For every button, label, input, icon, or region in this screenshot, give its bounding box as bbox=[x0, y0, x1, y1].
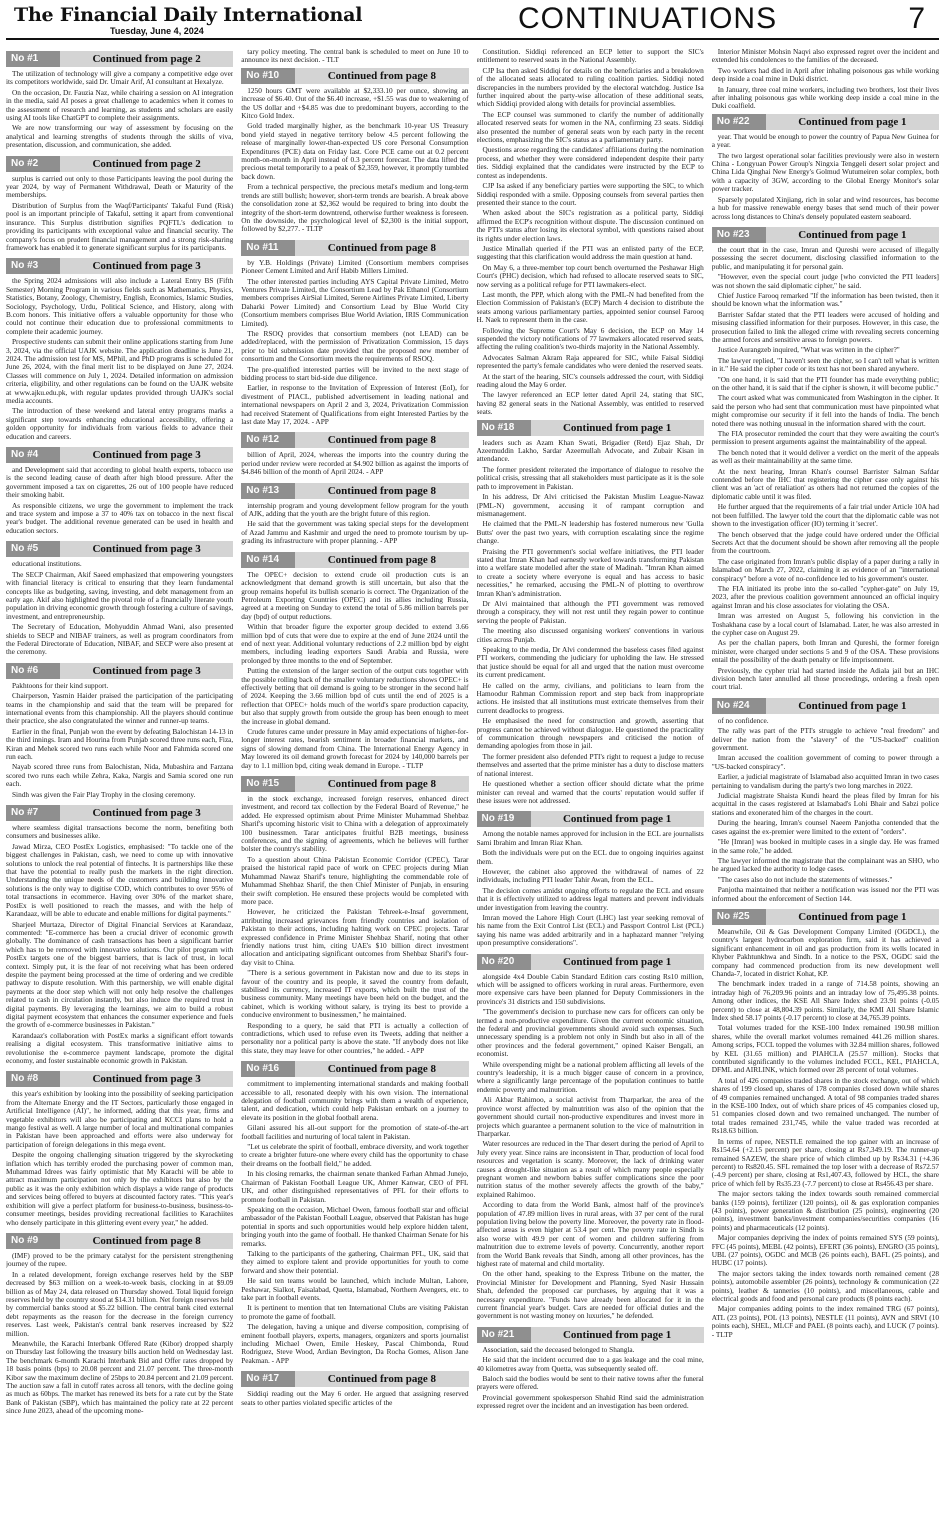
story-header bbox=[241, 552, 468, 568]
continued-from-label: Continued from page 8 bbox=[327, 69, 437, 82]
story-paragraph: However, he criticized the Pakistan Tehreek-e-Insaf government, attributing increased grievances from friendly countries and isolation of Pakistan to their actions, including halting work on CPEC projects. Tarar expressed confidence in Prime Minister Shehbaz Sharif, noting that other friendly nations trust him, citing UAE's $10 billion direct investment allocation and anticipating significant outcomes from Shehbaz Sharif's four-day visit to China. bbox=[241, 907, 469, 967]
story-15 bbox=[241, 776, 468, 1055]
story-paragraph: He said that the incident occurred due to a gas leakage and the coal mine, 40 kilometres away from Quetta, was subsequently sealed off. bbox=[476, 1355, 704, 1373]
story-number-badge: No #13 bbox=[241, 483, 295, 499]
story-number-badge: No #15 bbox=[241, 776, 295, 792]
story-paragraph: In his closing remarks, the chairman senate thanked Farhan Ahmad Junejo, Chairman of Pakistan Football League UK, Ahmer Kanwar, CEO of PFL UK, and other distinguished representatives of PFL for their efforts to promote football in Pakistan. bbox=[241, 1169, 469, 1204]
story-paragraph: Jawad Mirza, CEO PostEx Logistics, emphasised: "To tackle one of the biggest challenges in Pakistan, cash, we need to come up with innovative solutions to unlock the real potential of fintechs. It is partnerships like these that have the potential to really push the markets in the right direction. Understanding the unique needs of the customers and building innovative solutions is the only way to digitise COD, which contributes to over 95% of total transactions in ecommerce. Having over 30% of the market share, PostEx is well positioned to reach the masses, and with the help of Karandaaz, will be able to educate and enable millions for digital payments." bbox=[6, 841, 234, 919]
story-1 bbox=[6, 51, 233, 150]
story-paragraph: The case originated from Imran's public display of a paper during a rally in Islamabad on March 27, 2022, claiming it as evidence of an "international conspiracy" before a vote of no-confidence led to his government's ouster. bbox=[711, 556, 939, 583]
continued-from-label: Continued from page 3 bbox=[92, 1073, 201, 1086]
story-paragraph: Karandaaz's collaboration with PostEx marks a significant effort towards realising a digital ecosystem. This transformative initiative aims to revolutionise the e-commerce payment landscape, promote the digital economy, and foster sustainable economic growth in Pakistan. bbox=[6, 1030, 234, 1065]
story-25 bbox=[712, 909, 939, 1339]
story-paragraph: "He [Imran] was booked in multiple cases in a single day. He was framed in the same role," he added. bbox=[711, 837, 939, 855]
continued-from-label: Continued from page 1 bbox=[562, 421, 672, 434]
story-paragraph: "However, even the special court judge [who convicted the PTI leaders] was not shown the said diplomatic cipher," he said. bbox=[711, 272, 939, 290]
continued-paragraph: When asked about the SIC's registration as a political party, Siddiqi affirmed the ECP's recognition without dispute. The discussion continued on the PTI's status after losing its electoral symbol, with questions raised about its rights under election laws. bbox=[476, 208, 704, 243]
story-paragraph: 1250 hours GMT were available at $2,333.10 per ounce, showing an increase of $6.40. Out of the $6.40 increase, +$1.55 was due to weakening of the US dollar and +$4.85 was due to predominant buyers, according to the Kitco Gold Index. bbox=[241, 85, 469, 121]
story-header bbox=[6, 1071, 233, 1087]
continued-from-label: Continued from page 8 bbox=[327, 778, 437, 791]
continued-from-label: Continued from page 3 bbox=[92, 260, 201, 273]
story-header bbox=[6, 51, 233, 67]
continued-from-label: Continued from page 8 bbox=[327, 1063, 437, 1076]
continued-paragraph: CJP Isa then asked Siddiqi for details on the beneficiaries and a breakdown of the allocated seats allocated to ruling coalition parties. Siddiqi noted discrepancies in the numbers provided by the electoral watchdog. Justice Isa further inquired about the party-wise allocation of these additional seats, which Siddiqi provided along with details for provincial assemblies. bbox=[476, 65, 704, 109]
story-6 bbox=[6, 663, 233, 799]
story-paragraph: Total volumes traded for the KSE-100 Index remained 190.98 million shares, while the overall market volumes remained 441.26 million shares. Among scrips, FCCL topped the volumes with 32.84 million shares, followed by KEL (31.65 million) and PIAHCLA (25.57 million). Stocks that contributed significantly to the volumes included FCCL, KEL, PIAHCLA, DFML and AIRLINK, which formed over 28 percent of total volumes. bbox=[711, 1023, 939, 1075]
story-number-badge: No #16 bbox=[241, 1061, 295, 1077]
continued-paragraph: The ECP counsel was summoned to clarify the number of additionally allocated reserved seats for women in the NA, confirming 23 seats. Siddiqi also presented the number of general seats won by each party in the recent elections, emphasizing the SIC's status as a parliamentary party. bbox=[476, 109, 704, 145]
story-paragraph: It is pertinent to mention that ten International Clubs are visiting Pakistan to promote the game of football. bbox=[241, 1303, 469, 1321]
story-paragraph: Talking to the participants of the gathering, Chairman PFL, UK, said that they aimed to explore talent and provide opportunities for youth to come forward and show their potential. bbox=[241, 1248, 469, 1275]
story-paragraph: this year's exhibition by looking into the possibility of seeking participation from the Alternate Energy and the IT Sectors, particularly those engaged in Artificial Intelligence (AI)", he informed, adding that this year, firms and vegetable exhibitors will also be participating and KCCI plans to hold a mango festival as well. A large number of local and multinational companies in Pakistan have been approached and efforts were also underway for participation of foreign delegations in this mega event. bbox=[6, 1089, 234, 1149]
story-paragraph: "There is a serious government in Pakistan now and due to its steps in favour of the country and its people, it saved the country from default, stabilised its currency, increased IT exports, which built the trust of the business community. Many meetings have been held on the budget, and the cabinet, which is working without salary, is trying its best to provide a conducive environment to businessmen," he maintained. bbox=[241, 968, 469, 1020]
story-paragraph: The benchmark index traded in a range of 714.58 points, showing an intraday high of 76,209.96 points and an intraday low of 75,495.38 points. Among other indices, the KSE All Share Index shed 23.91 points (-0.05 percent) to close at 48,804.39 points. Similarly, the KMI All Share Islamic Index shed 58.17 points (-0.17 percent) to close at 34,765.39 points. bbox=[711, 979, 939, 1022]
story-paragraph: Pakhtoons for their kind support. bbox=[12, 680, 109, 690]
story-paragraph: The OPEC+ decision to extend crude oil production cuts is an acknowledgment that demand growth is still uncertain, but also that the group remains hopeful its bullish scenario is correct. The Organization of the Petroleum Exporting Countries (OPEC) and its allies including Russia, agreed at a meeting on Sunday to extend the total of 5.86 million barrels per day (bpd) of output reductions. bbox=[241, 569, 469, 621]
story-paragraph: Distribution of Surplus from the Waqf/Participants' Takaful Fund (Risk) pool is an important principle of Takaful, setting it apart from conventional insurance. This Surplus distribution signifies PQFTL's dedication to providing its participants with exceptional value and financial security. The company's focus on prudent financial management and a strong risk-sharing framework has enabled it to generate significant surplus for its participants. bbox=[6, 200, 234, 252]
story-14 bbox=[241, 552, 468, 770]
continued-paragraph: Justice Minallah queried if the PTI was an enlisted party of the ECP, suggesting that this clarification would address the main question at hand. bbox=[476, 243, 704, 262]
story-21 bbox=[477, 1327, 704, 1411]
story-header bbox=[6, 447, 233, 463]
story-header bbox=[712, 114, 939, 130]
story-paragraph: The former president reiterated the importance of dialogue to resolve the political crisis, stressing that all stakeholders must participate as it is the sole path to improvement in Pakistan. bbox=[476, 464, 704, 491]
story-paragraph: and Development said that according to global health experts, tobacco use is the second leading cause of death after high blood pressure. After the government imposed a tax on cigarettes, 26 out of 100 people have reduced their smoking habit. bbox=[6, 465, 234, 500]
story-23 bbox=[712, 227, 939, 692]
continued-from-label: Continued from page 1 bbox=[562, 1328, 672, 1341]
story-paragraph: He called on the army, civilians, and politicians to learn from the Hamoodur Rahman Commission report and step back from inappropriate actions. He insisted that all institutions must extricate themselves from their current deadlocks to progress. bbox=[476, 680, 704, 715]
continued-from-label: Continued from page 3 bbox=[92, 449, 201, 462]
continued-from-label: Continued from page 8 bbox=[327, 484, 437, 497]
story-paragraph: As responsible citizens, we urge the government to implement the track and trace system and impose a 37 to 40% tax on tobacco in the next fiscal year's budget. The additional revenue generated can be used in health and education sectors. bbox=[6, 500, 234, 535]
story-paragraph: Ali Akbar Rahimoo, a social activist from Tharparkar, the area of the province worst affected by malnutrition was also of the opinion that the government should curtail non-productive expenditures and invest more in projects which guarantee a permanent solution to the vice of malnutrition in Tharparkar. bbox=[476, 1095, 704, 1138]
story-paragraph: In a related development, foreign exchange reserves held by the SBP decreased by $63 million on a week-to-week basis, clocking in at $9.09 billion as of May 24, data released on Thursday showed. Total liquid foreign reserves held by the country stood at $14.31 billion. Net foreign reserves held by commercial banks stood at $5.22 billion. The central bank cited external debt repayments as the reason for the decrease in the foreign currency reserves. Last week, Pakistan's central bank reserves increased by $22 million. bbox=[6, 1269, 234, 1338]
page-number: 7 bbox=[908, 2, 925, 35]
story-paragraph: The former president also defended PTI's right to request a judge to recuse themselves and asserted that the prime minister has a duty to disclose matters of national interest. bbox=[476, 751, 704, 778]
story-header bbox=[241, 1061, 468, 1077]
story-paragraph: The court asked what was communicated from Washington in the cipher. It said the person who had sent that communication must have pinpointed what might compromise our security if it fell into the hands of India. The bench noted there was nothing unusual in the information shared with the court. bbox=[711, 393, 939, 428]
story-paragraph: The lawyer replied, "I haven't seen the cipher, so I can't tell what is written in it." He said the cipher code or its text has not been shared anywhere. bbox=[711, 355, 939, 374]
story-header bbox=[712, 227, 939, 243]
story-paragraph: The bench noted that it would deliver a verdict on the merit of the appeals as well as their maintainability at the same time. bbox=[711, 447, 939, 466]
story-paragraph: alongside 4x4 Double Cabin Standard Edition cars costing Rs10 million, which will be assigned to officers working in rural areas. Furthermore, even more expensive cars have been planned for Deputy Commissioners in the province's 31 districts and 150 subdivisions. bbox=[476, 971, 704, 1006]
story-paragraph: Major companies depriving the index of points remained SYS (59 points), FFC (45 points), MEBL (42 points), EFERT (36 points), ENGRO (35 points), UBL (27 points), OGDC and MCB (26 points each), BAFL (25 points), and HUBC (17 points). bbox=[711, 1233, 939, 1268]
story-paragraph: Major companies adding points to the index remained TRG (67 points), ATL (23 points), POL (13 points), NESTLE (11 points), AVN and SRVI (10 points each), SHEL, MLCF and PAEL (8 points each), and LUCK (7 points). - TLTP bbox=[711, 1304, 939, 1339]
continued-from-label: Continued from page 1 bbox=[798, 228, 907, 241]
story-paragraph: Imran was arrested on August 5, following his conviction in the Toshakhana case by a local court of Islamabad. Later, he was also arrested in the cypher case on August 29. bbox=[711, 611, 939, 637]
continued-paragraph: The lawyer referenced an ECP letter dated April 24, stating that SIC, having 82 general seats in the National Assembly, was entitled to reserved seats. bbox=[476, 390, 704, 417]
story-number-badge: No #17 bbox=[241, 1371, 295, 1387]
story-paragraph: Imran accused the coalition government of coming to power through a "US-backed conspiracy". bbox=[711, 753, 939, 771]
story-paragraph: He further argued that the requirements of a fair trial under Article 10A had not been fulfilled. The lawyer told the court that the diplomatic cable was not shown to the investigation officer (IO) terming it 'secret'. bbox=[711, 502, 939, 529]
section-title: CONTINUATIONS bbox=[518, 2, 778, 35]
story-paragraph: The major sectors taking the index towards north remained cement (28 points), automobile assembler (26 points), technology & communication (22 points), leather & tanneries (10 points), and miscellaneous, cable and electrical goods and food and personal care products (8 points each). bbox=[711, 1268, 939, 1303]
story-paragraph: "The cases also do not include the statements of witnesses." bbox=[717, 874, 893, 884]
story-paragraph: However, the cabinet also approved the withdrawal of names of 22 individuals, including PTI leader Tahir Awan, from the ECL. bbox=[476, 866, 704, 885]
continued-paragraph: tary policy meeting. The central bank is scheduled to meet on June 10 to announce its next decision. - TLT bbox=[241, 48, 469, 65]
story-20 bbox=[477, 954, 704, 1321]
story-number-badge: No #8 bbox=[6, 1071, 60, 1087]
newspaper-name: The Financial Daily International bbox=[14, 4, 363, 26]
story-paragraph: The utilization of technology will give a company a competitive edge over its competitors worldwide, said Dr. Umair Arif, AI consultant at Hexalyze. bbox=[6, 69, 234, 87]
continued-paragraph: Constitution. Siddiqi referenced an ECP letter to support the SIC's entitlement to reserved seats in the National Assembly. bbox=[476, 48, 704, 65]
continued-from-label: Continued from page 8 bbox=[327, 553, 437, 566]
story-paragraph: He said ten teams would be launched, which include Multan, Lahore, Peshawar, Sialkot, Faisalabad, Quetta, Islamabad, Northern Avengers, etc. to take part in football events. bbox=[241, 1276, 469, 1302]
story-9 bbox=[6, 1233, 233, 1416]
story-number-badge: No #20 bbox=[477, 954, 531, 970]
story-paragraph: leaders such as Azam Khan Swati, Brigadier (Retd) Ejaz Shah, Dr Azeemuddin Lakho, Sardar Azeemullah Advocate, and Zubair Kisan in attendance. bbox=[476, 437, 704, 464]
story-header bbox=[241, 68, 468, 84]
story-17 bbox=[241, 1371, 468, 1407]
story-paragraph: Gilani assured his all-out support for the promotion of state-of-the-art football facilities and nurturing of local talent in Pakistan. bbox=[241, 1123, 469, 1141]
story-paragraph: Earlier, a judicial magistrate of Islamabad also acquitted Imran in two cases pertaining to vandalism during the party's two long marches in 2022. bbox=[711, 772, 939, 790]
column-4 bbox=[712, 48, 939, 1524]
story-22 bbox=[712, 114, 939, 221]
story-16 bbox=[241, 1061, 468, 1365]
story-2 bbox=[6, 156, 233, 253]
story-paragraph: Within that broader figure the exporter group decided to extend 3.66 million bpd of cuts that were due to expire at the end of June 2024 until the end of next year. Additional voluntary reductions of 2.2 million bpd by eight members, including leading exporters Saudi Arabia and Russia, were prolonged by three months to the end of September. bbox=[241, 622, 469, 665]
story-paragraph: The major sectors taking the index towards south remained commercial banks (159 points), fertilizer (120 points), oil & gas exploration companies (43 points), power generation & distribution (25 points), engineering (20 points), investment banks/investment companies/securities companies (16 points) and pharmaceuticals (12 points). bbox=[711, 1189, 939, 1232]
story-paragraph: Sindh was given the Fair Play Trophy in the closing ceremony. bbox=[12, 789, 196, 799]
story-paragraph: Despite the ongoing challenging situation triggered by the skyrocketing inflation which has terribly eroded the purchasing power of common man, Muhammad Idrees was fairly optimistic that My Karachi will be able to attract maximum participation not only by the exhibitors but also by the public as it was the only exhibition which displays a wide range of products and services being offered to buyers at discounted factory rates. "This year's exhibition will give a perfect platform for business-to-business, business-to-consumer meetings, besides providing recreational facilities to Karachiites who densely participate in this glittering event every year," he added. bbox=[6, 1150, 234, 1227]
story-paragraph: The introduction of these weekend and lateral entry programs marks a significant step towards enhancing educational accessibility, offering a golden opportunity for individuals from various fields to advance their education and careers. bbox=[6, 406, 234, 441]
story-paragraph: Earlier, in response to the Invitation of Expression of Interest (EoI), for divestment of PIACL, published advertisement in leading national and international newspapers on April 2 and 3, 2024, Privatization Commission had received Statement of Qualifications from eight Interested Parties by the last date May 17, 2024. - APP bbox=[241, 383, 469, 427]
column-1 bbox=[6, 48, 233, 1524]
story-18 bbox=[477, 420, 704, 806]
story-19 bbox=[477, 811, 704, 947]
story-paragraph: "The government's decision to purchase new cars for officers can only be termed a non-productive expenditure. Given the current economic situation, the federal and provincial governments should avoid such expenses. Such unnecessary spending is a problem not only in Sindh but also in all of the other provinces and the federal government," opined Kaiser Bengali, an economist. bbox=[476, 1007, 704, 1059]
continued-paragraph: Last month, the PPP, which along with the PML-N had benefited from the Election Commission of Pakistan's (ECP) March 4 decision to distribute the seats among various parliamentary parties, appointed senior counsel Farooq H. Naek to represent them in the case. bbox=[476, 289, 704, 325]
continued-from-label: Continued from page 3 bbox=[92, 807, 201, 820]
story-number-badge: No #6 bbox=[6, 663, 60, 679]
continued-from-label: Continued from page 8 bbox=[327, 241, 437, 254]
continued-from-label: Continued from page 1 bbox=[798, 699, 907, 712]
story-paragraph: Panjotha maintained that neither a notification was issued nor the PTI was informed about the enforcement of Section 144. bbox=[711, 885, 939, 903]
story-paragraph: He said that the government was taking special steps for the development of Azad Jammu and Kashmir and urged the need to promote tourism by up-grading its infrastructure with proper planning. - APP bbox=[241, 519, 469, 546]
story-number-badge: No #25 bbox=[712, 909, 766, 925]
story-header bbox=[477, 420, 704, 436]
continued-paragraph: In January, three coal mine workers, including two brothers, lost their lives after inhaling poisonous gas while working deep inside a coal mine in the Duki coalfield. bbox=[711, 84, 939, 111]
story-number-badge: No #14 bbox=[241, 552, 295, 568]
story-11 bbox=[241, 240, 468, 427]
story-paragraph: by Y.B. Holdings (Private) Limited (Consortium members comprises Pioneer Cement Limited and Arif Habib Millers Limited. bbox=[241, 257, 469, 276]
story-number-badge: No #1 bbox=[6, 51, 60, 67]
story-header bbox=[241, 1371, 468, 1387]
story-paragraph: Provincial government spokesperson Shahid Rind said the administration expressed regret over the incident and an investigation has been ordered. bbox=[476, 1392, 704, 1411]
story-paragraph: He claimed that the PML-N leadership has fostered numerous new 'Gulla Butts' over the past two years, with corruption escalating since the regime change. bbox=[476, 519, 704, 546]
story-paragraph: Baloch said the bodies would be sent to their native towns after the funeral prayers were offered. bbox=[476, 1374, 704, 1392]
story-number-badge: No #7 bbox=[6, 805, 60, 821]
story-7 bbox=[6, 805, 233, 1065]
story-number-badge: No #24 bbox=[712, 698, 766, 714]
story-paragraph: The decision comes amidst ongoing efforts to regulate the ECL and ensure that it is effectively utilized to address legal matters and prevent individuals under investigation from leaving the country. bbox=[476, 885, 704, 912]
continued-paragraph: Two workers had died in April after inhaling poisonous gas while working deep inside a coal mine in Duki district. bbox=[711, 65, 939, 84]
story-paragraph: the Spring 2024 admissions will also include a Lateral Entry BS (Fifth Semester) Morning Program in various fields such as Mathematics, Physics, Statistics, Botany, Zoology, Chemistry, English, Economics, Islamic Studies, Sociology, Psychology, Urdu, Political Science, and History, along with B.com honors. This initiative offers a valuable opportunity for those who could not continue their education due to professional commitments to complete their academic journey. bbox=[6, 276, 234, 336]
continued-from-label: Continued from page 1 bbox=[562, 813, 672, 826]
story-paragraph: Speaking to the media, Dr Alvi condemned the baseless cases filed against PTI workers, commending the judiciary for upholding the law. He stressed that justice should be equal for all and urged that the nation must overcome its current predicament. bbox=[476, 645, 704, 680]
column-3 bbox=[477, 48, 704, 1524]
story-paragraph: Speaking on the occasion, Michael Owen, famous football star and official ambassador of the Pakistan Football League, observed that Pakistan has huge potential in sports and such opportunities would help explore hidden talent, bringing youth into the game of football. He thanked Chairman Senate for his remarks. bbox=[241, 1204, 469, 1248]
story-paragraph: internship program and young development fellow program for the youth of AJK, adding that the youth are the bright future of this region. bbox=[241, 500, 469, 519]
story-paragraph: The FIA prosecutor reminded the court that they were awaiting the court's permission to present arguments against the maintainability of the appeal. bbox=[711, 429, 939, 447]
continued-from-label: Continued from page 2 bbox=[92, 53, 201, 65]
story-paragraph: From a technical perspective, the precious metal's medium and long-term trends are still bullish; however, short-term trends are bearish. A break above the consolidation zone at $2,362 would be required to bring into doubt the integrity of the short-term downtrend, otherwise further weakness is foreseen. On the downside, the psychological level of $2,300 is the initial support, followed by $2,277. - TLTP bbox=[241, 182, 469, 234]
story-header bbox=[712, 909, 939, 925]
story-12 bbox=[241, 432, 468, 476]
story-paragraph: At the next hearing, Imran Khan's counsel Barrister Salman Safdar contended before the IHC that registering the cipher case only against his client was an 'act of retaliation' as others had not returned the copies of the diplomatic cable until it was filed. bbox=[711, 466, 939, 501]
continued-from-label: Continued from page 1 bbox=[798, 115, 907, 128]
story-paragraph: Earlier in the final, Punjab won the event by defeating Balochistan 14-13 in the third innings. Iram and Hourina from Punjab scored three runs each, Fiza, Kiran and Mehek scored two runs each while Noor and Fahmida scored one run each. bbox=[6, 726, 234, 761]
continued-from-label: Continued from page 8 bbox=[327, 434, 437, 447]
story-paragraph: The delegation, having a unique and diverse composition, comprising of eminent football players, experts, managers, organizers and sports journalist including Michael Owen, Emile Heskey, Pascal Chimbonda, Ruud Rodriguez, Steve Wood, Ardian Bevington, Da Rocha Gomes, Alison Jane Peakman. - APP bbox=[241, 1322, 469, 1365]
story-paragraph: (IMF) proved to be the primary catalyst for the persistent strengthening journey of the rupee. bbox=[6, 1250, 234, 1269]
story-paragraph: The other interested parties including AYS Capital Private Limited, Metro Ventures Private Limited, the Consortium Lead by Pak Ethanol (Consortium members comprises AirSial Limited, Serene Airlines Private Limited, Liberty Daharki Power Limited) and Consortium Lead by Blue World City (Consortium members comprises Blue World Aviation, IRIS Communication Limited). bbox=[241, 276, 469, 328]
story-paragraph: Chairperson, Yasmin Haider praised the participation of the participating teams in the championship and said that the team will be prepared for international events from this championship. All the players should continue their practice, she also congratulated the winner and runner-up teams. bbox=[6, 691, 234, 726]
story-paragraph: Responding to a query, he said that PTI is actually a collection of contradictions, which used to refuse even its Tweets, adding that neither a personality nor a political party is above the state. "If anybody does not like this state, they may leave for other countries," he added. - APP bbox=[241, 1020, 469, 1055]
story-paragraph: Meanwhile, Oil & Gas Development Company Limited (OGDCL), the country's largest hydrocarbon exploration firm, said it has achieved a significant enhancement in oil and gas production from its wells located in Khyber Pakhtunkhwa and Sindh. In a notice to the PSX, OGDC said the company had commenced production from its new development well Chanda-7, located in district Kohat, KP. bbox=[711, 926, 939, 978]
story-paragraph: "Let us celebrate the spirit of football, embrace diversity, and work together to create a brighter future-one where every child has the opportunity to chase their dreams on the football field," he added. bbox=[241, 1142, 469, 1168]
story-paragraph: The meeting also discussed organising workers' conventions in various cities across Punjab. bbox=[476, 626, 704, 644]
story-number-badge: No #21 bbox=[477, 1327, 531, 1343]
story-paragraph: Judicial magistrate Shaista Kundi heard the pleas filed by Imran for his acquittal in the cases registered at Islamabad's Lohi Bhair and Sabzi police stations and exonerated him of the charges in the court. bbox=[711, 791, 939, 817]
continued-from-label: Continued from page 1 bbox=[798, 910, 907, 923]
story-header bbox=[477, 954, 704, 970]
story-paragraph: Water resources are reduced in the Thar desert during the period of April to July every year. Since rains are inconsistent in Thar, production of local food resources and vegetation is scanty. Moreover, the lack of drinking water causes a drought-like situation as a result of which many people especially pregnant women and newborn babies suffer complications since the poor nutrition status of the mother severely affects the growth of the baby," explained Rahimoo. bbox=[476, 1139, 704, 1199]
issue-date: Tuesday, June 4, 2024 bbox=[110, 26, 204, 36]
continued-paragraph: At the start of the hearing, SIC's counsels addressed the court, with Siddiqi reading aloud the May 6 order. bbox=[476, 371, 704, 390]
story-paragraph: The pre-qualified interested parties will be invited to the next stage of bidding process to start bid-side due diligence. bbox=[241, 364, 469, 382]
story-3 bbox=[6, 258, 233, 441]
story-header bbox=[241, 240, 468, 256]
story-paragraph: in the stock exchange, increased foreign reserves, enhanced direct investment, and record tax collection by the Federal Board of Revenue," he added. He expressed optimism about Prime Minister Muhammad Shehbaz Sharif's upcoming historic visit to China with a delegation of approximately 100 businessmen. Tarar anticipates fruitful B2B meetings, business conferences, and the signing of agreements, which he believes will further bolster the country's stability. bbox=[241, 794, 469, 854]
story-paragraph: The RSOQ provides that consortium members (not LEAD) can be added/replaced, with the permission of Privatization Commission, 15 days prior to bid submission date provided that the proposed new member of consortium and the Consortium meets the requirements of RSOQ. bbox=[241, 328, 469, 364]
story-paragraph: Praising the PTI government's social welfare initiatives, the PTI leader stated that Imran Khan had earnestly worked towards transforming Pakistan into a welfare state modelled after the state of Madinah. "Imran Khan aimed to create a society where everyone is equal and has access to basic necessities," he remarked, accusing the PML-N of plotting to overthrow Imran Khan's administration. bbox=[476, 546, 704, 598]
story-24 bbox=[712, 698, 939, 903]
continued-paragraph: Following the Supreme Court's May 6 decision, the ECP on May 14 suspended the victory notifications of 77 lawmakers allocated reserved seats, affecting the ruling coalition's two-thirds majority in the National Assembly. bbox=[476, 325, 704, 352]
story-header bbox=[477, 1327, 704, 1343]
story-paragraph: The lawyer informed the magistrate that the complainant was an SHO, who he argued lacked the authority to lodge cases. bbox=[711, 855, 939, 874]
story-13 bbox=[241, 483, 468, 546]
story-paragraph: To a question about China Pakistan Economic Corridor (CPEC), Tarar praised the historical rapid pace of work on CPEC projects during Mian Muhammad Nawaz Sharif's tenure, highlighting the commendable role of Muhammad Shehbaz Sharif, the then Chief Minister of Punjab, in ensuring their swift completion. He ensured these projects would be completed with more pace. bbox=[241, 854, 469, 906]
continued-from-label: Continued from page 2 bbox=[92, 157, 201, 170]
story-paragraph: Chief Justice Farooq remarked "If the information has been twisted, then it should be known what the information was." bbox=[711, 290, 939, 309]
story-paragraph: On the occasion, Dr. Fauzia Naz, while chairing a session on AI integration in the media, said AI poses a great challenge to academics when it comes to the assessment of research and learning, as students and scholars are easily using AI tools like ChatGPT to complete their assignments. bbox=[6, 87, 234, 123]
story-paragraph: Meanwhile, the Karachi Interbank Offered Rate (Kibor) dropped sharply on Thursday last following the treasury bills auction held on Wednesday last. The benchmark 6-month Karachi Interbank Bid and Offer rates dropped by 18 basis points (bps) to 20.08 percent and 21.07 percent. The three-month Kibor saw the maximum decline of 25bps to 20.84 percent and 21.09 percent. The auction saw a fall in cutoff rates across all tenors, with the decline going as much as 60bps. The market has renewed its bets for a rate cut by the State Bank of Pakistan (SBP), which has maintained the policy rate at 22 percent since June 2023, ahead of the upcoming mone- bbox=[6, 1338, 234, 1416]
story-paragraph: surplus is carried out only to those Participants leaving the pool during the year 2024, by way of Permanent Withdrawal, Death or Maturity of the memberships. bbox=[6, 173, 234, 200]
story-header bbox=[241, 776, 468, 792]
story-header bbox=[6, 156, 233, 172]
story-paragraph: billion of April, 2024, whereas the imports into the country during the period under review were recorded at $4.902 billion as against the imports of $4.846 billion of the month of April 2024. - APP bbox=[241, 450, 469, 477]
story-paragraph: "On one hand, it is said that the PTI founder has made everything public; on the other hand, it is said that if the cipher is shown, it will become public." bbox=[711, 374, 939, 392]
story-header bbox=[477, 811, 704, 827]
story-header bbox=[241, 483, 468, 499]
story-number-badge: No #2 bbox=[6, 156, 60, 172]
story-number-badge: No #9 bbox=[6, 1233, 60, 1249]
continued-paragraph: CJP Isa asked if any beneficiary parties were supporting the SIC, to which Siddiqi responded with a smile. Opposing counsels from several parties then presented their stance to the court. bbox=[476, 181, 704, 207]
continued-from-label: Continued from page 8 bbox=[92, 1234, 201, 1247]
story-paragraph: As per the challan papers, both Imran and Qureshi, the former foreign minister, were charged under sections 5 and 9 of the OSA. These provisions entail the possibility of the death penalty or life imprisonment. bbox=[711, 638, 939, 665]
story-header bbox=[6, 541, 233, 557]
story-paragraph: Siddiqi reading out the May 6 order. He argued that assigning reserved seats to other parties violated specific articles of the bbox=[241, 1389, 469, 1407]
story-paragraph: Dr Alvi maintained that although the PTI government was removed through a conspiracy, they will not rest until they regain power to continue serving the people of Pakistan. bbox=[476, 598, 704, 625]
continued-paragraph: Advocates Salman Akram Raja appeared for SIC, while Faisal Siddiqi represented the party's female candidates who were denied the reserved seats. bbox=[476, 352, 704, 371]
story-number-badge: No #5 bbox=[6, 541, 60, 557]
story-paragraph: The two largest operational solar facilities previously were also in western China - Longyuan Power Group's Ningxia Tenggeli desert solar project and China Lida Qinghai New Energy's Golmud Wutumeiren solar complex, both with a capacity of 3GW, according to the Global Energy Monitor's solar power tracker. bbox=[711, 150, 939, 194]
story-number-badge: No #18 bbox=[477, 420, 531, 436]
story-paragraph: Putting the extension of the larger section of the output cuts together with the possible rolling back of the smaller voluntary reductions shows OPEC+ is effectively betting that oil demand is going to be stronger in the second half of 2024. Keeping the 3.66 million bpd of cuts until the end of 2025 is a reflection that OPEC+ holds much of the world's spare production capacity, but also that supply growth from outside the group has been enough to meet the increase in global demand. bbox=[241, 666, 469, 726]
story-paragraph: commitment to implementing international standards and making football accessible to all, resonated deeply with his own vision. The international delegation of football community brings with them a wealth of experience, talent, and dedication, which could help Pakistan embark on a journey to elevate its position in the global football arena. bbox=[241, 1079, 469, 1122]
story-paragraph: Imran moved the Lahore High Court (LHC) last year seeking removal of his name from the Exit Control List (ECL) and Passport Control List (PCL) saying his name was added arbitrarily and in a haphazard manner "relying upon presumptive considerations". bbox=[476, 912, 704, 948]
story-number-badge: No #23 bbox=[712, 227, 766, 243]
story-paragraph: Among the notable names approved for inclusion in the ECL are journalists Sami Ibrahim and Imran Riaz Khan. bbox=[476, 829, 704, 847]
story-paragraph: where seamless digital transactions become the norm, benefiting both consumers and businesses alike. bbox=[6, 823, 234, 841]
story-paragraph: Crude futures came under pressure in May amid expectations of higher-for-longer interest rates, bearish sentiment in broader financial markets, and signs of slowing demand from China. The International Energy Agency in May lowered its oil demand growth forecast for 2024 by 140,000 barrels per day to 1.1 million bpd, citing weak demand in Europe. - TLTP bbox=[241, 727, 469, 770]
story-paragraph: The bench observed that the judge could have ordered under the Official Secrets Act that the document should be shown after removing all the people from the courtroom. bbox=[711, 529, 939, 556]
story-paragraph: Both the individuals were put on the ECL due to ongoing inquiries against them. bbox=[476, 848, 704, 866]
continued-from-label: Continued from page 3 bbox=[92, 664, 201, 677]
story-paragraph: On the other hand, speaking to the Express Tribune on the matter, the Provincial Minister for Development and Planning, Syed Nasir Hussain Shah, defended the proposed car purchases, by arguing that it was a necessary expenditure. "Funds have already been allocated for it in the current financial year's budget. Cars are needed for official duties and the government is not wasting money on luxuries," he defended. bbox=[476, 1269, 704, 1321]
story-number-badge: No #10 bbox=[241, 68, 295, 84]
story-header bbox=[712, 698, 939, 714]
story-header bbox=[6, 663, 233, 679]
story-8 bbox=[6, 1071, 233, 1227]
masthead bbox=[6, 0, 939, 40]
story-paragraph: Previously, the cypher trial had started inside the Adiala jail but an IHC division bench later annulled all those proceedings, ordering a fresh open court trial. bbox=[711, 665, 939, 692]
story-header bbox=[241, 432, 468, 448]
story-paragraph: Justice Aurangzeb inquired, "What was written in the cipher?" bbox=[717, 345, 900, 355]
story-paragraph: year. That would be enough to power the country of Papua New Guinea for a year. bbox=[711, 131, 939, 150]
continued-paragraph: On May 6, a three-member top court bench overturned the Peshawar High Court's (PHC) decision, which had refused to allocate reserved seats to SIC, now serving as a political refuge for PTI lawmakers-elect. bbox=[476, 262, 704, 289]
story-paragraph: educational institutions. bbox=[12, 559, 82, 569]
column-2 bbox=[241, 48, 468, 1524]
story-paragraph: the court that in the case, Imran and Qureshi were accused of illegally possessing the secret document, disclosing classified information to the public, and manipulating it for personal gain. bbox=[711, 244, 939, 271]
story-number-badge: No #19 bbox=[477, 811, 531, 827]
story-header bbox=[6, 805, 233, 821]
story-paragraph: Prospective students can submit their online applications starting from June 3, 2024, via the official UAJK website. The application deadline is June 21, 2024. The admission test for MS, MPhil, and PhD programs is scheduled for June 26, 2024, with the final merit list to be displayed on June 27, 2024. Classes will commence on July 1, 2024. Detailed information on admission criteria, eligibility, and other regulations can be found on the UAJK website at www.ajku.edu.pk, with regular updates provided through UAJK's social media accounts. bbox=[6, 337, 234, 405]
story-number-badge: No #22 bbox=[712, 114, 766, 130]
story-paragraph: Gold traded marginally higher, as the benchmark 10-year US Treasury bond yield stayed in negative territory below 4.5 percent following the release of marginally lower-than-expected US core Personal Consumption Expenditures (PCE) data on Friday last. Core PCE came out at 0.2 percent month-on-month in April instead of 0.3 percent forecast. The data lifted the precious metal temporarily to a peak of $2,359, however, it promptly tumbled back down. bbox=[241, 121, 469, 181]
continued-from-label: Continued from page 1 bbox=[562, 955, 672, 968]
story-paragraph: Barrister Safdar stated that the PTI leaders were accused of holding and misusing classified information for their purposes. However, in this case, the prosecution failed to link the alleged crime with revealing secrets concerning the armed forces and sensitive areas to foreign powers. bbox=[711, 309, 939, 344]
continued-paragraph: Interior Minister Mohsin Naqvi also expressed regret over the incident and extended his condolences to the families of the deceased. bbox=[711, 48, 939, 65]
story-paragraph: Nayab scored three runs from Balochistan, Nida, Mubashira and Farzana scored two runs each while Zehra, Kaka, Nargis and Samia scored one run each. bbox=[6, 762, 234, 789]
story-paragraph: The SECP Chairman, Akif Saeed emphasized that empowering youngsters with financial literacy is critical to ensuring that they learn fundamental concepts like as budgeting, saving, investing, and debt management from an early age. Akif also highlighted the pivotal role of a financially literate youth population in driving economic growth through fostering a culture of savings, investment, and entrepreneurship. bbox=[6, 569, 234, 621]
continued-paragraph: Questions arose regarding the candidates' affiliations during the nomination process, and whether they were considered independent despite their party ties. Siddiqi explained that the candidates were instructed by the ECP to contest as independents. bbox=[476, 145, 704, 180]
story-4 bbox=[6, 447, 233, 535]
story-paragraph: In terms of rupee, NESTLE remained the top gainer with an increase of Rs154.64 (+2.15 percent) per share, closing at Rs7,349.19. The runner-up remained SAZEW, the share price of which climbed up by Rs34.31 (+4.36 percent) to Rs820.45. SFL remained the top loser with a decrease of Rs72.57 (-4.9 percent) per share, closing at Rs1,407.43, followed by HCL, the share price of which fell by Rs35.23 (-7.7 percent) to close at Rs456.43 per share. bbox=[711, 1136, 939, 1188]
story-paragraph: Sharjeel Murtaza, Director of Digital Financial Services at Karandaaz, commented: "E-commerce has been a crucial driver of economic growth globally. The dominance of cash transactions has been a significant barrier which has to be removed with innovative solutions. Our pilot program with PostEx targets one of the biggest barriers, that is lack of trust, in local context. Simply put, it is the fear of not receiving what has been ordered despite the payment being processed at the time of ordering and we credible pathway to dispute resolution. With this partnership, we will enable digital payments at the door step which will not only help resolve the challenges related to cash in circulation instantly, but also induce the required trust in digital payments. By leveraging the learnings, we aim to build a robust digital payment ecosystem that enhances the consumer experience and fuels the growth of e-commerce businesses in Pakistan." bbox=[6, 919, 234, 1030]
story-paragraph: The Secretary of Education, Mohyuddin Ahmad Wani, also presented shields to SECP and NIBAF trainers, as well as program coordinators from the Federal Directorate of Education, NIBAF, and SECP were also present at the ceremony. bbox=[6, 622, 234, 657]
story-header bbox=[6, 258, 233, 274]
story-paragraph: of no confidence. bbox=[717, 715, 769, 725]
story-paragraph: He questioned whether a section officer should dictate what the prime minister can reveal and warned that the courts' reputation would suffer if these issues were not addressed. bbox=[476, 779, 704, 805]
story-number-badge: No #12 bbox=[241, 432, 295, 448]
continued-from-label: Continued from page 8 bbox=[327, 1373, 437, 1386]
story-paragraph: He emphasised the need for construction and growth, asserting that progress cannot be achieved without dialogue. He questioned the practicality of communication through newspapers and criticised the notion of demanding apologies from those in jail. bbox=[476, 716, 704, 751]
story-5 bbox=[6, 541, 233, 656]
story-10 bbox=[241, 68, 468, 234]
story-number-badge: No #3 bbox=[6, 258, 60, 274]
story-paragraph: We are now transforming our way of assessment by focusing on the analytical and learning strengths of students through the skills of viva, presentation, discussion, and communication, she added. bbox=[6, 123, 234, 150]
story-number-badge: No #11 bbox=[241, 240, 295, 256]
story-paragraph: Association, said the deceased belonged to Shangla. bbox=[482, 1344, 635, 1354]
story-paragraph: In his address, Dr Alvi criticised the Pakistan Muslim League-Nawaz (PML-N) government, accusing it of rampant corruption and mismanagement. bbox=[476, 492, 704, 518]
story-number-badge: No #4 bbox=[6, 447, 60, 463]
story-paragraph: A total of 426 companies traded shares in the stock exchange, out of which shares of 199 closed up, shares of 178 companies closed down while shares of 49 companies remained unchanged. A total of 98 companies traded shares in the KSE-100 Index, out of which share prices of 45 companies closed up, 51 companies closed down and two remained unchanged. The number of total trades remained 231,745, while the value traded was recorded at Rs18.63 billion. bbox=[711, 1075, 939, 1136]
story-paragraph: The rally was part of the PTI's struggle to achieve "real freedom" and deliver the nation from the "slavery" of the "US-backed" coalition government. bbox=[711, 726, 939, 753]
story-paragraph: Sparsely populated Xinjiang, rich in solar and wind resources, has become a hub for massive renewable energy bases that send much of their power across long distances to China's densely populated eastern seaboard. bbox=[711, 194, 939, 221]
continued-from-label: Continued from page 3 bbox=[92, 543, 201, 556]
story-paragraph: The FIA initiated its probe into the so-called "cypher-gate" on July 19, 2023, after the previous coalition government announced an official inquiry against Imran and his close associates for violating the OSA. bbox=[711, 583, 939, 610]
story-paragraph: According to data from the World Bank, almost half of the province's population of 47.89 million lives in rural areas, with 37 per cent of the rural population living below the poverty line. Moreover, the poverty rate in flood-affected areas is even higher at 53.4 per cent. The poverty rate in Sindh is also worse with 49.9 per cent of women and children suffering from malnutrition due to extreme levels of poverty. Concurrently, another report from the World Bank reveals that Sindh, among all other provinces, has the highest rate of maternal and child mortality. bbox=[476, 1200, 704, 1268]
article-columns bbox=[6, 48, 939, 1524]
story-paragraph: During the hearing, Imran's counsel Naeem Panjotha contended that the cases against the ex-premier were limited to the extent of "orders". bbox=[711, 818, 939, 836]
story-header bbox=[6, 1233, 233, 1249]
story-paragraph: While overspending might be a national problem afflicting all levels of the country's leadership, it is a much bigger cause of concern in a province, where a significantly large percentage of the population continues to battle endemic poverty and malnutrition. bbox=[476, 1059, 704, 1094]
